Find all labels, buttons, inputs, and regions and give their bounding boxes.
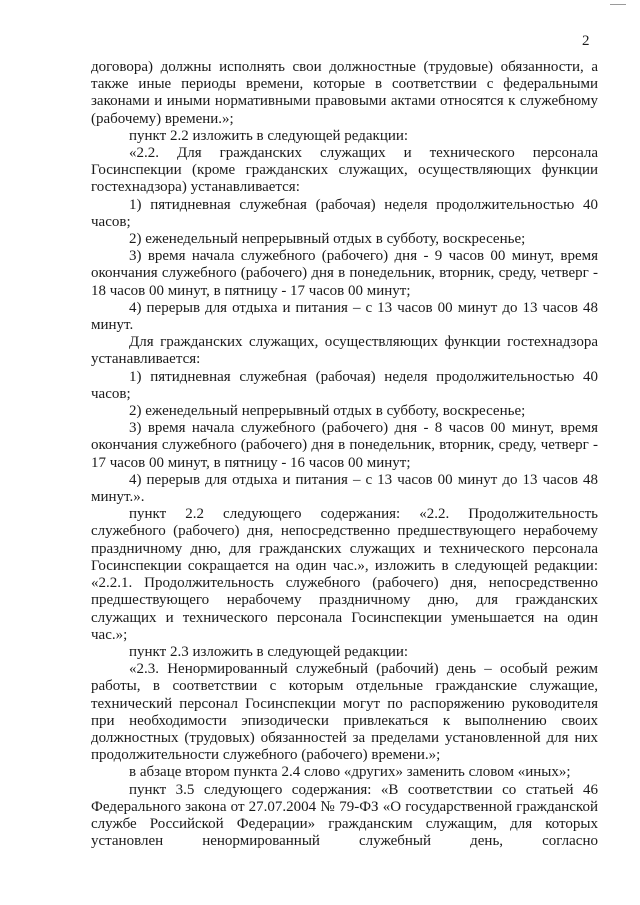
paragraph-8: Для гражданских служащих, осуществляющих функции гостехнадзора устанавливается: bbox=[91, 334, 598, 368]
document-body bbox=[91, 59, 598, 850]
paragraph-11: 3) время начала служебного (рабочего) дня - 8 часов 00 минут, время окончания служебного (рабочего) дня в понедельник, вторник, среду, четверг - 17 часов 00 минут, в пятницу - 16 часов 00 минут; bbox=[91, 420, 598, 471]
paragraph-7: 4) перерыв для отдыха и питания – с 13 часов 00 минут до 13 часов 48 минут. bbox=[91, 299, 598, 334]
paragraph-5: 2) еженедельный непрерывный отдых в субботу, воскресенье; bbox=[129, 231, 526, 248]
paragraph-16: в абзаце втором пункта 2.4 слово «других» заменить словом «иных»; bbox=[129, 764, 571, 781]
paragraph-12: 4) перерыв для отдыха и питания – с 13 часов 00 минут до 13 часов 48 минут.». bbox=[91, 471, 598, 506]
paragraph-9: 1) пятидневная служебная (рабочая) неделя продолжительностью 40 часов; bbox=[91, 368, 598, 402]
paragraph-13: пункт 2.2 следующего содержания: «2.2. Продолжительность служебного (рабочего) дня, непосредственно предшествующего нерабочему праздничному дню, для гражданских служащих и технического персонала Госинспекции сокращается на один час.», изложить в следующей редакции: «2.2.1. Продолжительность служебного (рабочего) дня, непосредственно предшествующего нерабочему праздничному дню, для гражданских служащих и технического персонала Госинспекции уменьшается на один час.»; bbox=[91, 506, 598, 643]
paragraph-4: 1) пятидневная служебная (рабочая) неделя продолжительностью 40 часов; bbox=[91, 196, 598, 230]
paragraph-3: «2.2. Для гражданских служащих и технического персонала Госинспекции (кроме гражданских служащих, осуществляющих функции гостехнадзора) устанавливается: bbox=[91, 145, 598, 196]
paragraph-17: пункт 3.5 следующего содержания: «В соответствии со статьей 46 Федерального закона от 27.07.2004 № 79-ФЗ «О государственной гражданской службе Российской Федерации» гражданским служащим, для которых установлен ненормированный служебный день, согласно bbox=[91, 781, 598, 850]
paragraph-2: пункт 2.2 изложить в следующей редакции: bbox=[129, 127, 409, 144]
paragraph-1: договора) должны исполнять свои должностные (трудовые) обязанности, а также иные периоды времени, которые в соответствии с федеральными законами и иными нормативными правовыми актами относятся к служебному (рабочему) времени.»; bbox=[91, 59, 598, 127]
corner-scan-mark bbox=[610, 4, 626, 5]
paragraph-10: 2) еженедельный непрерывный отдых в субботу, воскресенье; bbox=[129, 403, 526, 420]
paragraph-6: 3) время начала служебного (рабочего) дня - 9 часов 00 минут, время окончания служебного (рабочего) дня в понедельник, вторник, среду, четверг - 18 часов 00 минут, в пятницу - 17 часов 00 минут; bbox=[91, 248, 598, 299]
page-number: 2 bbox=[582, 33, 590, 49]
paragraph-15: «2.3. Ненормированный служебный (рабочий) день – особый режим работы, в соответствии с которым отдельные гражданские служащие, технический персонал Госинспекции могут по распоряжению руководителя при необходимости эпизодически привлекаться к выполнению своих должностных (трудовых) обязанностей за пределами установленной для них продолжительности служебного (рабочего) времени.»; bbox=[91, 661, 598, 764]
paragraph-14: пункт 2.3 изложить в следующей редакции: bbox=[129, 643, 409, 660]
